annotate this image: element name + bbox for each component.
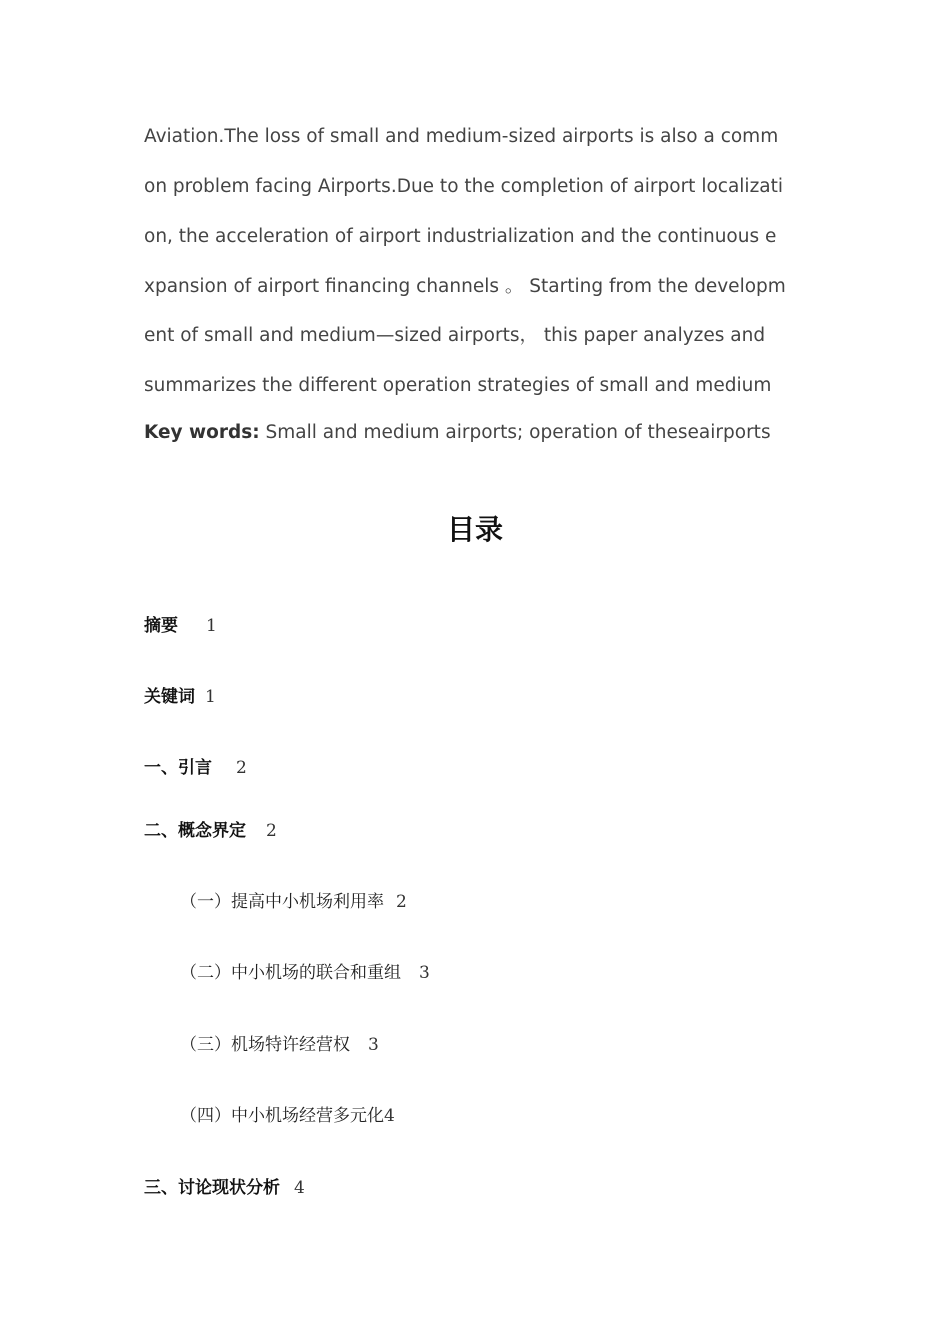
toc-item[interactable] [180,890,407,914]
abstract-line: on problem facing Airports.Due to the completion of airport localizati [144,176,784,197]
toc-item[interactable] [180,1104,395,1128]
toc-item[interactable] [144,1176,305,1200]
keywords-label: Key words: [144,422,260,443]
toc-item[interactable] [144,819,277,843]
keywords-text: Small and medium airports; operation of theseairports [259,422,771,443]
toc-item-label: 一、引言 [144,758,212,778]
toc-item-page: 2 [266,821,277,841]
toc-item-label: （一）提高中小机场利用率 [180,892,384,912]
toc-item-page: 3 [368,1035,379,1055]
toc-item-page: 1 [206,616,217,636]
toc-item[interactable] [144,685,216,709]
toc-item-label: （四）中小机场经营多元化 [180,1106,384,1126]
toc-item-page: 3 [419,963,430,983]
abstract-line: xpansion of airport financing channels 。 Starting from the developm [144,276,786,297]
toc-item-page: 2 [396,892,407,912]
toc-item-label: 关键词 [144,687,195,707]
toc-item[interactable] [180,961,430,985]
toc-item-page: 2 [236,758,247,778]
toc-item-page: 1 [205,687,216,707]
abstract-line: on, the acceleration of airport industrialization and the continuous e [144,226,777,247]
toc-item-page: 4 [384,1106,395,1126]
toc-item-label: （二）中小机场的联合和重组 [180,963,401,983]
toc-item-label: 三、讨论现状分析 [144,1178,280,1198]
toc-item-label: 二、概念界定 [144,821,246,841]
abstract-line: Aviation.The loss of small and medium-sized airports is also a comm [144,126,779,147]
toc-item[interactable] [144,614,217,638]
abstract-line: summarizes the different operation strategies of small and medium [144,375,772,396]
toc-item-label: （三）机场特许经营权 [180,1035,350,1055]
toc-item[interactable] [144,756,247,780]
toc-item-page: 4 [294,1178,305,1198]
toc-title: 目录 [446,513,503,546]
toc-item[interactable] [180,1033,379,1057]
abstract-line: ent of small and medium—sized airports， this paper analyzes and [144,325,766,346]
keywords-line [144,421,771,445]
toc-item-label: 摘要 [144,616,178,636]
